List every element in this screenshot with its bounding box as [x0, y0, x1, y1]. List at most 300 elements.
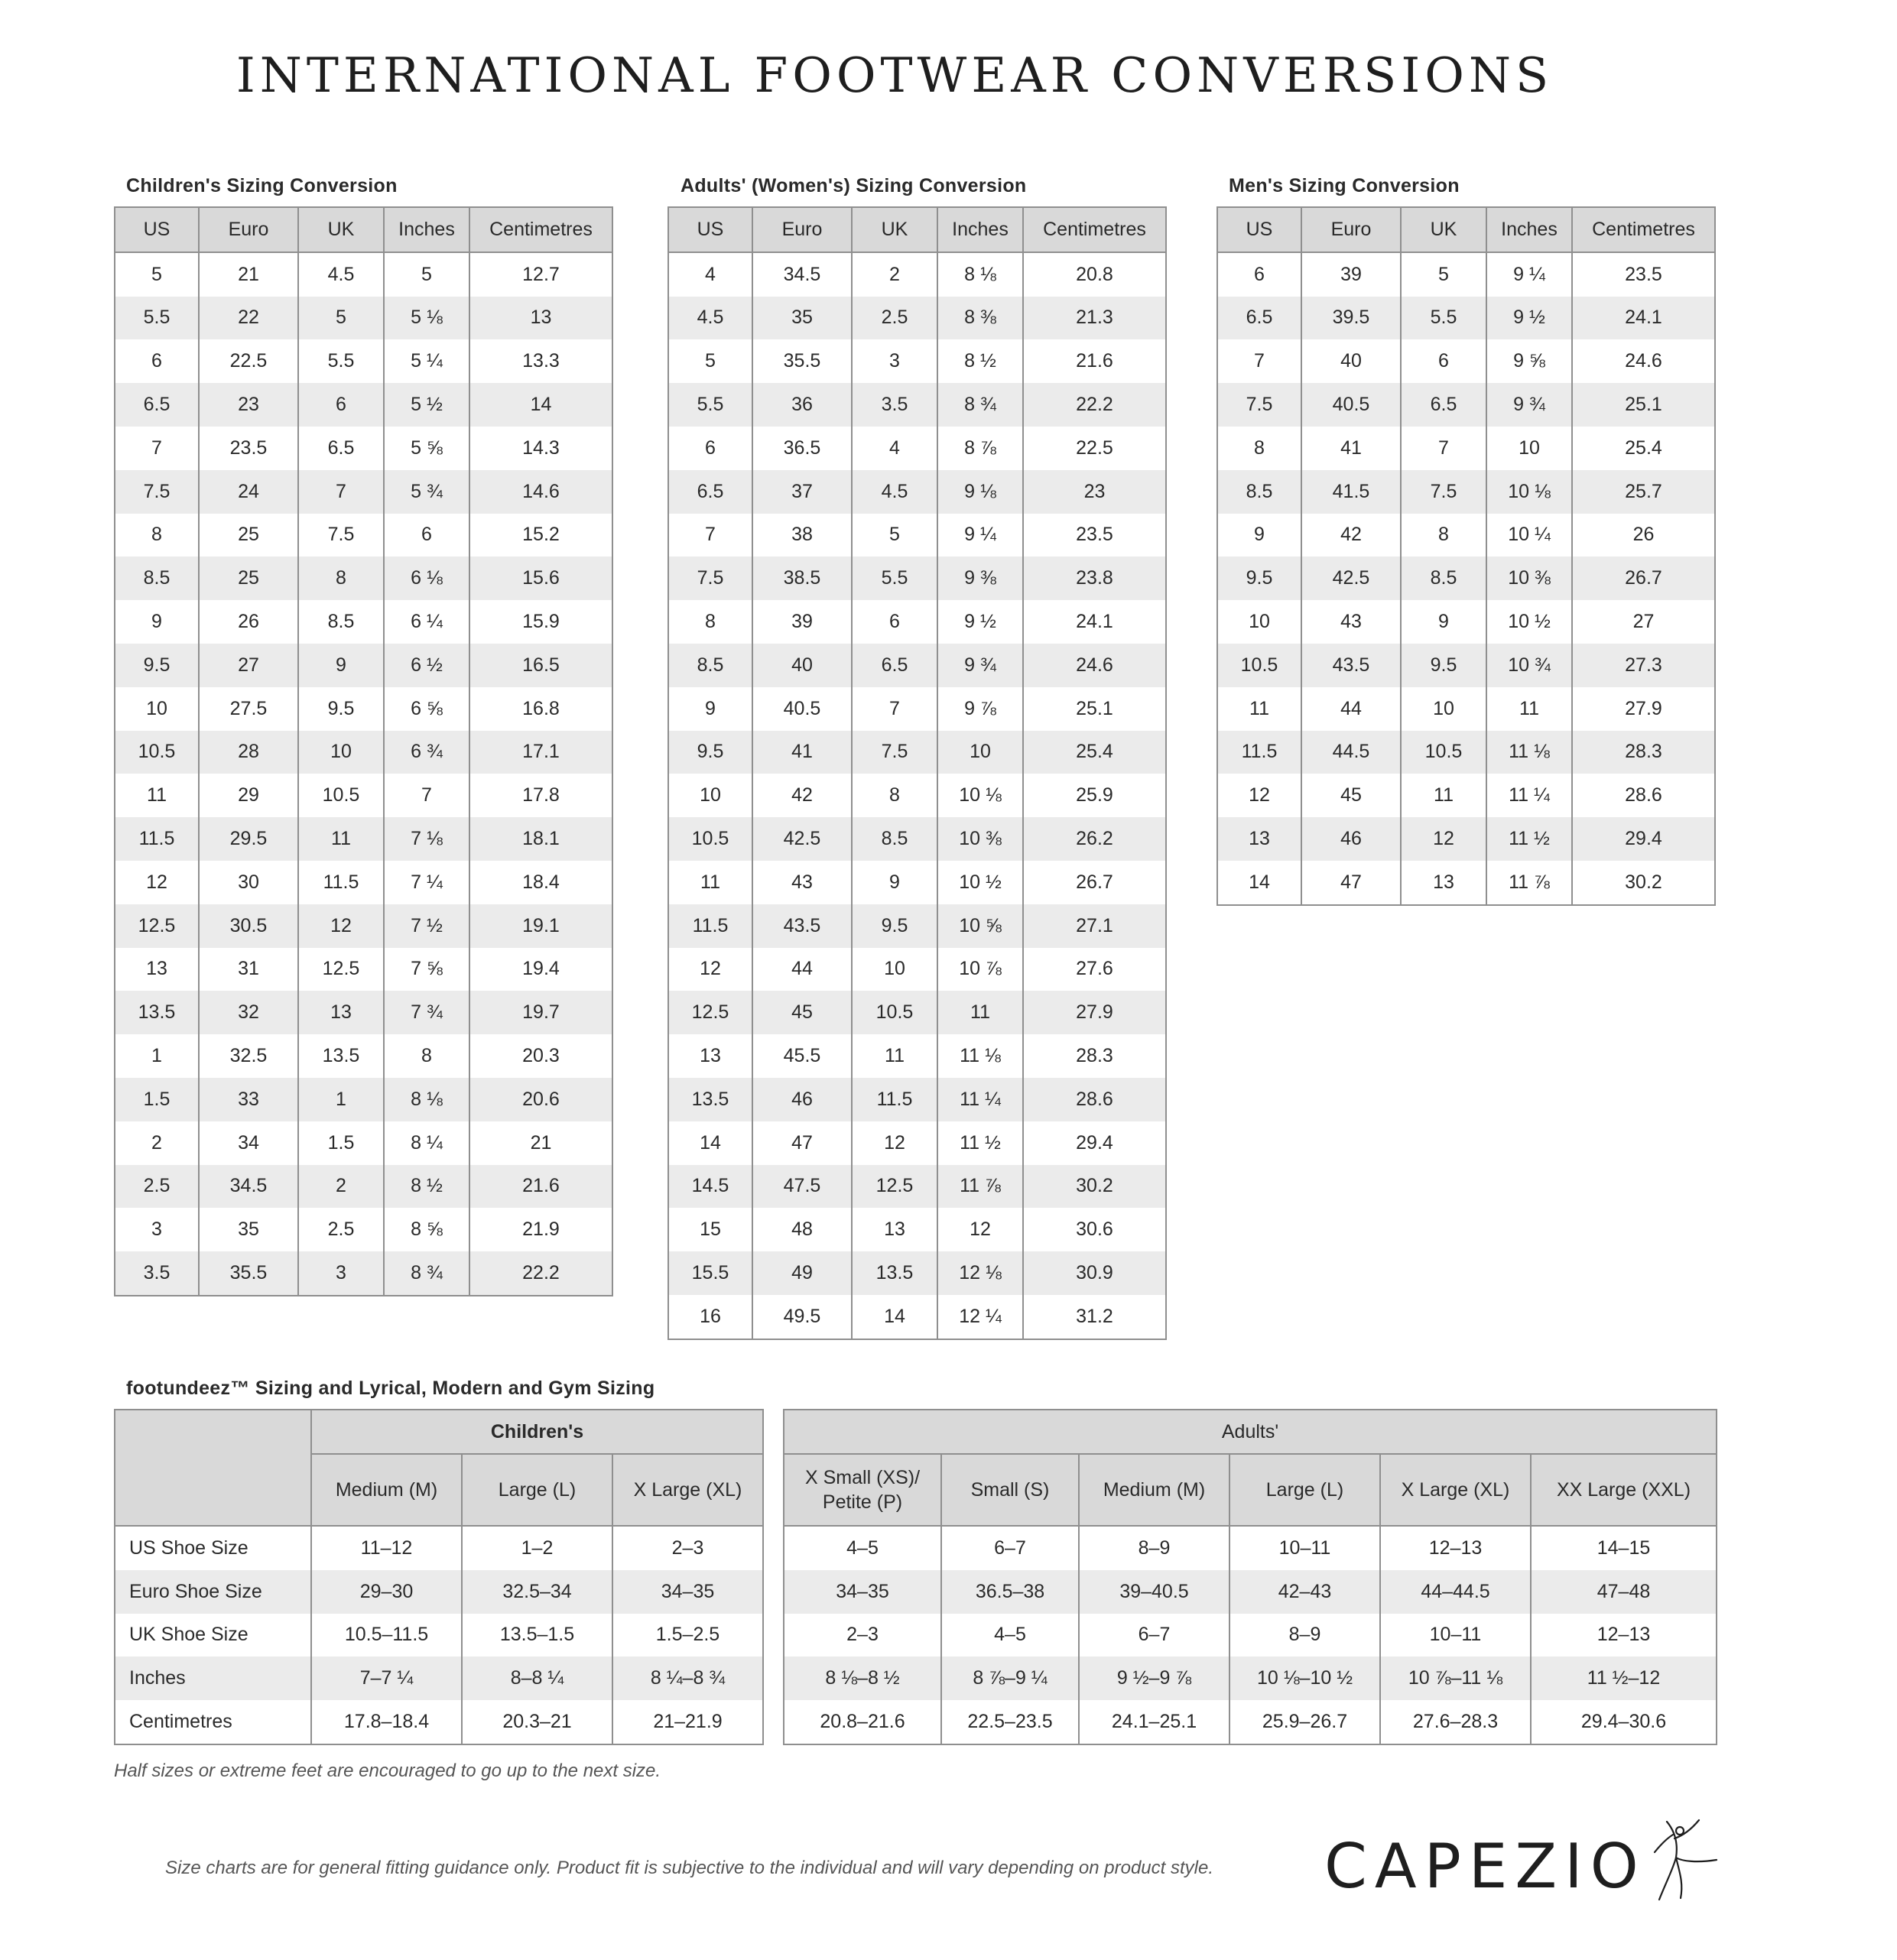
table-cell: 9	[1217, 514, 1301, 557]
table-row	[1217, 774, 1715, 817]
table-row	[115, 470, 612, 514]
page-title: INTERNATIONAL FOOTWEAR CONVERSIONS	[236, 47, 1554, 103]
table-cell: 22	[199, 297, 298, 340]
table-cell: 49	[752, 1251, 852, 1295]
table-cell: 13	[668, 1034, 752, 1078]
table-cell: 10.5–11.5	[311, 1614, 462, 1657]
table-row	[668, 731, 1166, 774]
size-header: Medium (M)	[311, 1454, 462, 1526]
table-cell: 23.8	[1023, 557, 1166, 600]
table-cell: 5	[298, 297, 384, 340]
table-row	[668, 1165, 1166, 1209]
table-cell: 12	[1217, 774, 1301, 817]
table-cell: 4–5	[941, 1614, 1079, 1657]
column-header: US	[115, 207, 199, 252]
table-cell: 6 ⅝	[384, 687, 469, 731]
column-header: UK	[1401, 207, 1486, 252]
table-cell: 6.5	[115, 383, 199, 427]
size-header: Large (L)	[462, 1454, 612, 1526]
table-cell: 42	[1301, 514, 1401, 557]
table-cell: 11 ⅛	[937, 1034, 1023, 1078]
table-cell: 15.2	[469, 514, 612, 557]
table-cell: 27	[1572, 600, 1715, 644]
table-cell: 26.7	[1023, 861, 1166, 904]
table-cell: 8 ¼–8 ¾	[612, 1657, 763, 1700]
table-cell: 44–44.5	[1380, 1570, 1531, 1614]
table-row	[115, 1251, 612, 1296]
table-cell: 10 ¾	[1486, 644, 1572, 687]
table-cell: 13	[115, 948, 199, 991]
table-cell: 13	[1217, 817, 1301, 861]
table-row	[1217, 427, 1715, 470]
table-cell: 8 ¾	[384, 1251, 469, 1296]
table-cell: 9.5	[852, 904, 937, 948]
table-cell: 13	[1401, 861, 1486, 905]
table-cell: 39–40.5	[1079, 1570, 1229, 1614]
table-cell: 14	[668, 1121, 752, 1165]
table-cell: 21.6	[1023, 339, 1166, 383]
table-cell: 41	[752, 731, 852, 774]
women-sizing-table	[668, 206, 1167, 1340]
table-cell: 9	[668, 687, 752, 731]
size-header: Small (S)	[941, 1454, 1079, 1526]
table-cell: 7.5	[1217, 383, 1301, 427]
size-header: Large (L)	[1229, 1454, 1380, 1526]
table-row	[1217, 817, 1715, 861]
table-cell: 12 ⅛	[937, 1251, 1023, 1295]
table-cell: 3	[852, 339, 937, 383]
table-cell: 45	[1301, 774, 1401, 817]
table-cell: 25.4	[1023, 731, 1166, 774]
table-cell: 11 ¼	[937, 1078, 1023, 1121]
table-cell: 21–21.9	[612, 1700, 763, 1744]
table-cell: 4.5	[852, 470, 937, 514]
table-cell: 8–9	[1079, 1526, 1229, 1570]
table-cell: 5	[852, 514, 937, 557]
table-cell: 5.5	[852, 557, 937, 600]
table-cell: 17.8	[469, 774, 612, 817]
table-cell: 7	[298, 470, 384, 514]
table-cell: 2.5	[852, 297, 937, 340]
table-cell: 5 ¼	[384, 339, 469, 383]
table-cell: 9.5	[1217, 557, 1301, 600]
table-cell: 24.1	[1572, 297, 1715, 340]
table-cell: 11	[937, 991, 1023, 1034]
footundeez-title: footundeez™ Sizing and Lyrical, Modern and Gym Sizing	[126, 1378, 655, 1399]
table-cell: 12	[937, 1208, 1023, 1251]
table-cell: 10	[1486, 427, 1572, 470]
table-row	[668, 817, 1166, 861]
table-cell: 28.6	[1023, 1078, 1166, 1121]
table-cell: 8.5	[1217, 470, 1301, 514]
table-cell: 40	[752, 644, 852, 687]
table-cell: 11.5	[852, 1078, 937, 1121]
table-cell: 10–11	[1229, 1526, 1380, 1570]
table-cell: 9 ⅝	[1486, 339, 1572, 383]
table-row	[668, 383, 1166, 427]
table-cell: 20.8–21.6	[784, 1700, 941, 1744]
table-cell: 5	[1401, 252, 1486, 297]
table-cell: 27.9	[1023, 991, 1166, 1034]
table-cell: 8.5	[852, 817, 937, 861]
table-cell: 25.7	[1572, 470, 1715, 514]
column-header: Centimetres	[1572, 207, 1715, 252]
table-row	[1217, 252, 1715, 297]
table-cell: 30.9	[1023, 1251, 1166, 1295]
table-cell: 11	[668, 861, 752, 904]
table-cell: 5	[668, 339, 752, 383]
table-cell: 8 ⅞–9 ¼	[941, 1657, 1079, 1700]
table-cell: 16.5	[469, 644, 612, 687]
table-cell: 19.1	[469, 904, 612, 948]
table-row	[668, 427, 1166, 470]
table-cell: 27	[199, 644, 298, 687]
table-row	[115, 297, 612, 340]
table-row	[668, 557, 1166, 600]
table-row	[115, 1526, 763, 1570]
table-cell: 8.5	[298, 600, 384, 644]
table-row	[115, 1570, 763, 1614]
table-cell: 21.9	[469, 1208, 612, 1251]
table-cell: 5.5	[298, 339, 384, 383]
table-cell: 26.7	[1572, 557, 1715, 600]
table-cell: 10.5	[852, 991, 937, 1034]
table-cell: 12.5	[115, 904, 199, 948]
table-cell: 16.8	[469, 687, 612, 731]
table-cell: 8	[115, 514, 199, 557]
table-row	[1217, 644, 1715, 687]
table-cell: 10.5	[1217, 644, 1301, 687]
table-cell: 21.3	[1023, 297, 1166, 340]
table-row	[668, 252, 1166, 297]
table-cell: 42–43	[1229, 1570, 1380, 1614]
table-cell: 2	[298, 1165, 384, 1209]
table-cell: 38.5	[752, 557, 852, 600]
column-header: UK	[852, 207, 937, 252]
table-cell: 47	[1301, 861, 1401, 905]
table-cell: 29.4–30.6	[1531, 1700, 1717, 1744]
table-cell: 10	[298, 731, 384, 774]
table-row	[1217, 687, 1715, 731]
footundeez-children-table	[114, 1409, 764, 1745]
table-cell: 12.5	[668, 991, 752, 1034]
column-header: US	[668, 207, 752, 252]
table-cell: 39	[1301, 252, 1401, 297]
table-cell: 3	[298, 1251, 384, 1296]
table-cell: 34	[199, 1121, 298, 1165]
table-cell: 8 ⅞	[937, 427, 1023, 470]
table-cell: 34–35	[612, 1570, 763, 1614]
table-cell: 21.6	[469, 1165, 612, 1209]
table-row	[115, 1700, 763, 1744]
table-row	[668, 1251, 1166, 1295]
table-cell: 10 ⅝	[937, 904, 1023, 948]
table-cell: 44.5	[1301, 731, 1401, 774]
size-header: X Small (XS)/ Petite (P)	[784, 1454, 941, 1526]
table-cell: 9 ⅛	[937, 470, 1023, 514]
table-cell: 10.5	[298, 774, 384, 817]
children-table-title: Children's Sizing Conversion	[126, 175, 398, 196]
table-cell: 8	[298, 557, 384, 600]
table-row	[668, 514, 1166, 557]
row-label: US Shoe Size	[115, 1526, 311, 1570]
table-cell: 8 ¼	[384, 1121, 469, 1165]
table-cell: 23.5	[1023, 514, 1166, 557]
table-cell: 7 ½	[384, 904, 469, 948]
table-cell: 6 ¼	[384, 600, 469, 644]
table-cell: 6	[852, 600, 937, 644]
table-cell: 28	[199, 731, 298, 774]
table-row	[784, 1526, 1717, 1570]
table-cell: 18.4	[469, 861, 612, 904]
table-cell: 13.3	[469, 339, 612, 383]
table-row	[668, 470, 1166, 514]
footundeez-adults-table	[783, 1409, 1717, 1745]
table-cell: 7.5	[115, 470, 199, 514]
table-cell: 48	[752, 1208, 852, 1251]
column-header: Inches	[1486, 207, 1572, 252]
table-cell: 23	[1023, 470, 1166, 514]
table-row	[668, 904, 1166, 948]
row-label: Centimetres	[115, 1700, 311, 1744]
table-cell: 43	[752, 861, 852, 904]
table-cell: 25.1	[1023, 687, 1166, 731]
table-row	[668, 948, 1166, 991]
table-cell: 7	[668, 514, 752, 557]
table-cell: 20.3–21	[462, 1700, 612, 1744]
table-row	[668, 774, 1166, 817]
table-cell: 6 ½	[384, 644, 469, 687]
table-cell: 36.5–38	[941, 1570, 1079, 1614]
table-cell: 9 ⅞	[937, 687, 1023, 731]
table-cell: 6–7	[941, 1526, 1079, 1570]
table-cell: 6	[1217, 252, 1301, 297]
column-header: UK	[298, 207, 384, 252]
table-cell: 2–3	[784, 1614, 941, 1657]
table-cell: 9.5	[668, 731, 752, 774]
size-header: X Large (XL)	[1380, 1454, 1531, 1526]
table-cell: 4.5	[668, 297, 752, 340]
table-cell: 12	[115, 861, 199, 904]
table-cell: 10 ⅜	[1486, 557, 1572, 600]
table-cell: 12	[298, 904, 384, 948]
table-cell: 27.6–28.3	[1380, 1700, 1531, 1744]
column-header: Centimetres	[469, 207, 612, 252]
table-cell: 7 ⅝	[384, 948, 469, 991]
table-row	[668, 339, 1166, 383]
adults-group-header: Adults'	[784, 1410, 1717, 1454]
column-header: Inches	[384, 207, 469, 252]
table-cell: 1.5	[115, 1078, 199, 1121]
table-cell: 8 ⅝	[384, 1208, 469, 1251]
table-row	[115, 1614, 763, 1657]
table-cell: 7	[852, 687, 937, 731]
table-cell: 6	[115, 339, 199, 383]
table-cell: 11 ½	[937, 1121, 1023, 1165]
table-cell: 5.5	[1401, 297, 1486, 340]
table-cell: 19.7	[469, 991, 612, 1034]
table-cell: 27.1	[1023, 904, 1166, 948]
table-cell: 10 ⅜	[937, 817, 1023, 861]
table-cell: 20.8	[1023, 252, 1166, 297]
table-cell: 13	[469, 297, 612, 340]
table-cell: 8	[384, 1034, 469, 1078]
table-cell: 6	[668, 427, 752, 470]
table-cell: 25	[199, 514, 298, 557]
table-cell: 6	[298, 383, 384, 427]
table-cell: 2–3	[612, 1526, 763, 1570]
table-row	[115, 1208, 612, 1251]
table-cell: 11.5	[668, 904, 752, 948]
table-cell: 1	[115, 1034, 199, 1078]
table-cell: 14	[469, 383, 612, 427]
table-row	[668, 644, 1166, 687]
table-row	[115, 1657, 763, 1700]
table-row	[1217, 297, 1715, 340]
table-cell: 29.5	[199, 817, 298, 861]
table-cell: 40.5	[1301, 383, 1401, 427]
table-cell: 5	[384, 252, 469, 297]
table-cell: 7	[1217, 339, 1301, 383]
table-cell: 11	[115, 774, 199, 817]
dancer-icon	[1644, 1816, 1728, 1907]
table-cell: 11 ½–12	[1531, 1657, 1717, 1700]
table-cell: 6.5	[852, 644, 937, 687]
table-cell: 8.5	[668, 644, 752, 687]
table-row	[668, 687, 1166, 731]
table-cell: 45.5	[752, 1034, 852, 1078]
table-cell: 11 ⅞	[1486, 861, 1572, 905]
table-cell: 10.5	[115, 731, 199, 774]
table-row	[1217, 383, 1715, 427]
table-row	[115, 861, 612, 904]
table-cell: 3	[115, 1208, 199, 1251]
half-size-note: Half sizes or extreme feet are encouraged to go up to the next size.	[114, 1760, 661, 1781]
table-cell: 27.5	[199, 687, 298, 731]
table-cell: 12–13	[1531, 1614, 1717, 1657]
table-cell: 12–13	[1380, 1526, 1531, 1570]
table-row	[1217, 339, 1715, 383]
table-cell: 42	[752, 774, 852, 817]
table-row	[668, 991, 1166, 1034]
table-cell: 6.5	[1217, 297, 1301, 340]
table-cell: 10	[1217, 600, 1301, 644]
table-cell: 10 ⅞–11 ⅛	[1380, 1657, 1531, 1700]
table-cell: 49.5	[752, 1295, 852, 1339]
table-cell: 10 ⅛–10 ½	[1229, 1657, 1380, 1700]
capezio-logo: CAPEZIO	[1324, 1831, 1646, 1902]
table-row	[668, 1121, 1166, 1165]
table-cell: 7.5	[298, 514, 384, 557]
table-cell: 29.4	[1572, 817, 1715, 861]
table-row	[784, 1657, 1717, 1700]
table-cell: 11	[1217, 687, 1301, 731]
table-cell: 8 ½	[937, 339, 1023, 383]
table-cell: 10	[852, 948, 937, 991]
table-cell: 43.5	[1301, 644, 1401, 687]
table-cell: 24.6	[1023, 644, 1166, 687]
table-cell: 23	[199, 383, 298, 427]
table-cell: 8	[1217, 427, 1301, 470]
table-cell: 11	[298, 817, 384, 861]
table-row	[115, 252, 612, 297]
table-cell: 2.5	[298, 1208, 384, 1251]
table-cell: 30.2	[1572, 861, 1715, 905]
row-label: Inches	[115, 1657, 311, 1700]
table-cell: 15.9	[469, 600, 612, 644]
table-cell: 9 ⅜	[937, 557, 1023, 600]
table-cell: 11 ¼	[1486, 774, 1572, 817]
table-cell: 24.1	[1023, 600, 1166, 644]
table-cell: 25.4	[1572, 427, 1715, 470]
table-cell: 9 ¼	[937, 514, 1023, 557]
table-cell: 32.5	[199, 1034, 298, 1078]
table-cell: 10	[1401, 687, 1486, 731]
table-cell: 30.6	[1023, 1208, 1166, 1251]
table-cell: 30.2	[1023, 1165, 1166, 1209]
table-cell: 17.1	[469, 731, 612, 774]
table-cell: 10	[115, 687, 199, 731]
table-cell: 25.9	[1023, 774, 1166, 817]
men-table-title: Men's Sizing Conversion	[1229, 175, 1460, 196]
table-cell: 32	[199, 991, 298, 1034]
table-cell: 36	[752, 383, 852, 427]
table-cell: 28.6	[1572, 774, 1715, 817]
table-cell: 25.1	[1572, 383, 1715, 427]
table-cell: 15.6	[469, 557, 612, 600]
table-cell: 7 ¾	[384, 991, 469, 1034]
table-cell: 7	[384, 774, 469, 817]
table-cell: 5 ⅝	[384, 427, 469, 470]
table-cell: 13.5	[298, 1034, 384, 1078]
table-cell: 5.5	[668, 383, 752, 427]
table-cell: 12.5	[298, 948, 384, 991]
table-cell: 8	[852, 774, 937, 817]
table-cell: 26.2	[1023, 817, 1166, 861]
table-cell: 44	[752, 948, 852, 991]
table-cell: 28.3	[1572, 731, 1715, 774]
table-cell: 42.5	[752, 817, 852, 861]
table-cell: 14–15	[1531, 1526, 1717, 1570]
table-cell: 13.5–1.5	[462, 1614, 612, 1657]
table-cell: 20.6	[469, 1078, 612, 1121]
table-cell: 9 ¼	[1486, 252, 1572, 297]
table-cell: 7.5	[1401, 470, 1486, 514]
table-row	[1217, 470, 1715, 514]
table-cell: 38	[752, 514, 852, 557]
table-cell: 4.5	[298, 252, 384, 297]
table-cell: 6	[384, 514, 469, 557]
table-cell: 19.4	[469, 948, 612, 991]
table-cell: 8 ⅛	[937, 252, 1023, 297]
table-cell: 4	[852, 427, 937, 470]
table-cell: 9	[115, 600, 199, 644]
table-cell: 10 ¼	[1486, 514, 1572, 557]
table-cell: 22.2	[1023, 383, 1166, 427]
table-cell: 30.5	[199, 904, 298, 948]
table-cell: 8 ½	[384, 1165, 469, 1209]
table-cell: 24.1–25.1	[1079, 1700, 1229, 1744]
table-cell: 42.5	[1301, 557, 1401, 600]
table-cell: 8.5	[1401, 557, 1486, 600]
table-cell: 8 ⅛–8 ½	[784, 1657, 941, 1700]
table-cell: 14.5	[668, 1165, 752, 1209]
table-row	[115, 817, 612, 861]
table-row	[784, 1570, 1717, 1614]
table-cell: 15	[668, 1208, 752, 1251]
table-cell: 47.5	[752, 1165, 852, 1209]
table-cell: 40	[1301, 339, 1401, 383]
